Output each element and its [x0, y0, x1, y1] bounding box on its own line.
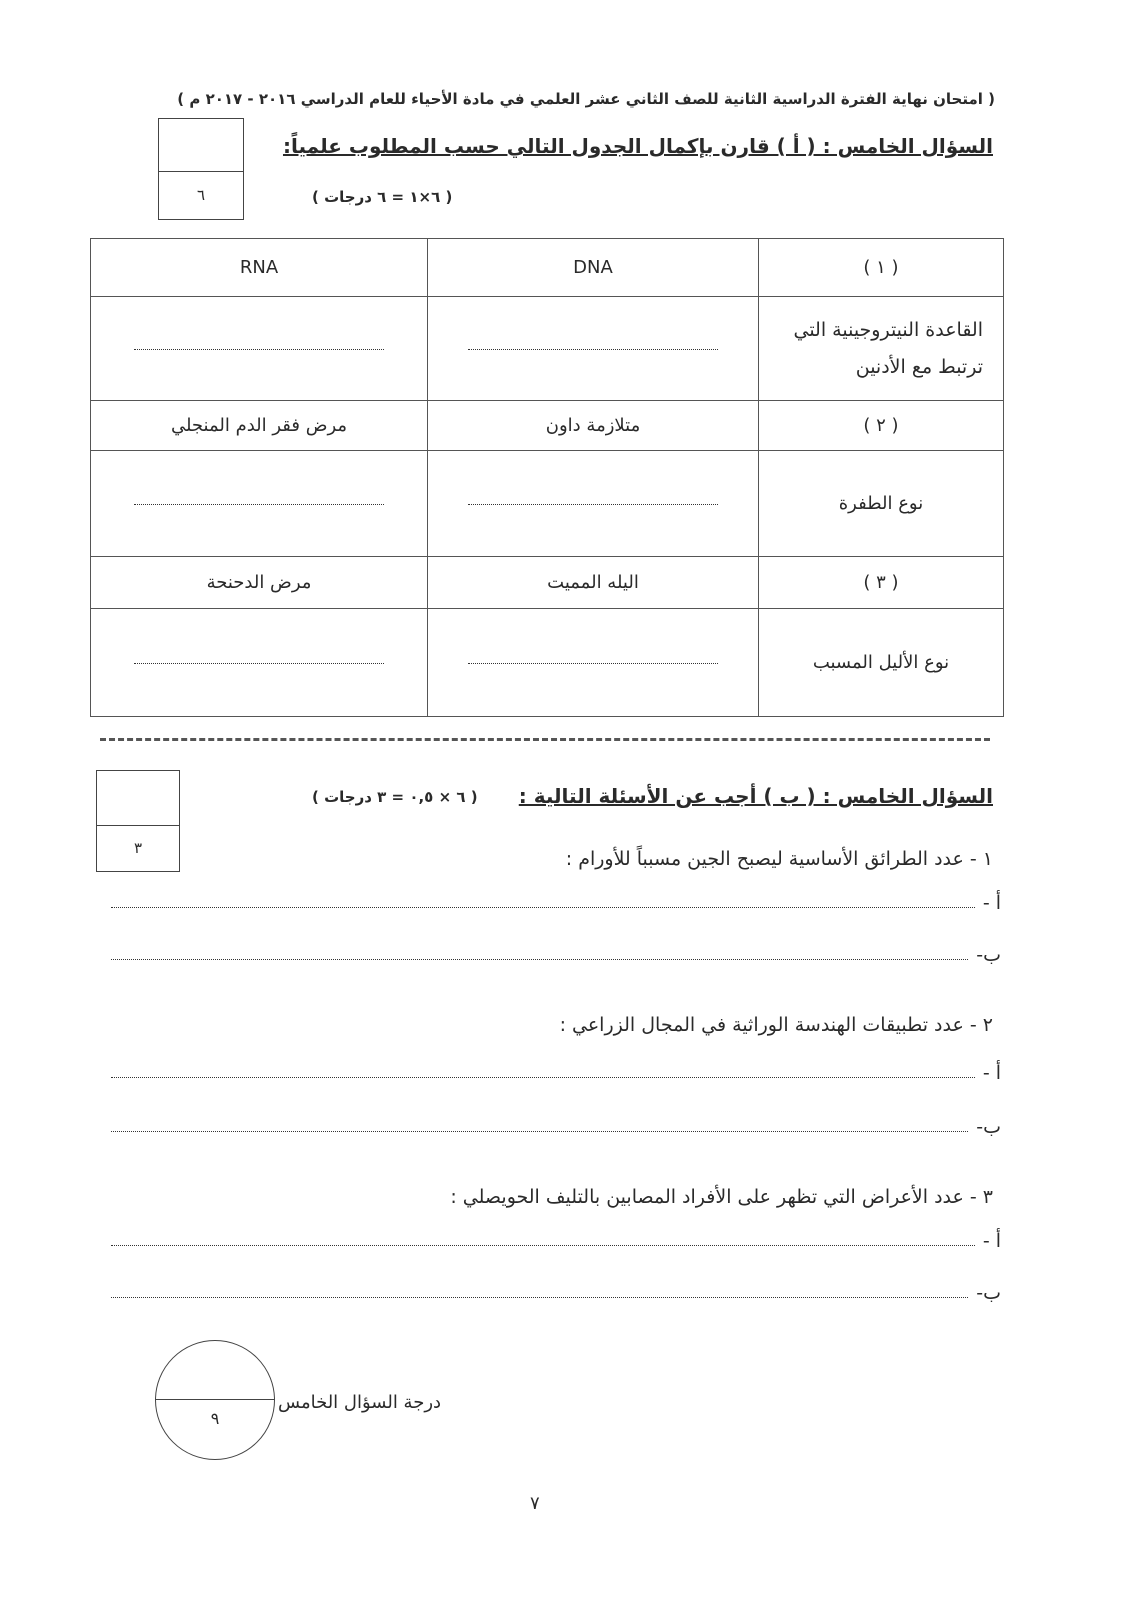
exam-header: ( امتحان نهاية الفترة الدراسية الثانية للصف الثاني عشر العلمي في مادة الأحياء للعام الدراسي ٢٠١٦ - ٢٠١٧ م ) — [177, 90, 995, 108]
answer-cell[interactable] — [91, 609, 428, 717]
answer-label: ب- — [976, 1116, 1001, 1138]
answer-line-1a[interactable] — [111, 892, 1001, 914]
row-label: القاعدة النيتروجينية التي ترتبط مع الأدنين — [759, 297, 1004, 401]
section-b-marks: ( ٦ × ٠,٥ = ٣ درجات ) — [312, 788, 478, 806]
score-box-b — [96, 770, 180, 872]
table-cell: اليله المميت — [428, 557, 759, 609]
answer-line-2b[interactable] — [111, 1116, 1001, 1138]
section-a-marks: ( ٦×١ = ٦ درجات ) — [312, 188, 453, 206]
total-score-value: ٩ — [210, 1409, 220, 1428]
row-label: نوع الأليل المسبب — [759, 609, 1004, 717]
section-a-title: السؤال الخامس : ( أ ) قارن بإكمال الجدول التالي حسب المطلوب علمياً: — [282, 134, 993, 158]
score-box-a-value: ٦ — [196, 186, 206, 204]
answer-label: ب- — [976, 1282, 1001, 1304]
answer-label: أ - — [982, 1062, 1001, 1084]
table-cell: مرض الدحنحة — [91, 557, 428, 609]
row-label: ( ٢ ) — [759, 401, 1004, 451]
answer-line-2a[interactable] — [111, 1062, 1001, 1084]
question-3: ٣ - عدد الأعراض التي تظهر على الأفراد المصابين بالتليف الحويصلي : — [450, 1186, 993, 1208]
header-rna: RNA — [91, 239, 428, 297]
row-label: ( ٣ ) — [759, 557, 1004, 609]
header-item-1: ( ١ ) — [759, 239, 1004, 297]
table-cell: مرض فقر الدم المنجلي — [91, 401, 428, 451]
answer-label: أ - — [982, 892, 1001, 914]
comparison-table — [90, 238, 1004, 717]
answer-cell[interactable] — [91, 297, 428, 401]
section-b-title: السؤال الخامس : ( ب ) أجب عن الأسئلة التالية : — [518, 784, 993, 808]
row-label: نوع الطفرة — [759, 451, 1004, 557]
answer-cell[interactable] — [428, 451, 759, 557]
score-box-a — [158, 118, 244, 220]
page-number: ٧ — [530, 1493, 540, 1514]
answer-cell[interactable] — [91, 451, 428, 557]
answer-line-3b[interactable] — [111, 1282, 1001, 1304]
question-1: ١ - عدد الطرائق الأساسية ليصبح الجين مسبباً للأورام : — [565, 848, 993, 870]
question-2: ٢ - عدد تطبيقات الهندسة الوراثية في المجال الزراعي : — [559, 1014, 993, 1036]
answer-cell[interactable] — [428, 609, 759, 717]
answer-line-1b[interactable] — [111, 944, 1001, 966]
header-dna: DNA — [428, 239, 759, 297]
total-score-label: درجة السؤال الخامس — [278, 1392, 442, 1413]
answer-line-3a[interactable] — [111, 1230, 1001, 1252]
total-score-circle — [155, 1340, 275, 1460]
section-separator — [100, 738, 990, 741]
answer-cell[interactable] — [428, 297, 759, 401]
score-box-b-value: ٣ — [133, 839, 143, 857]
answer-label: ب- — [976, 944, 1001, 966]
answer-label: أ - — [982, 1230, 1001, 1252]
table-cell: متلازمة داون — [428, 401, 759, 451]
